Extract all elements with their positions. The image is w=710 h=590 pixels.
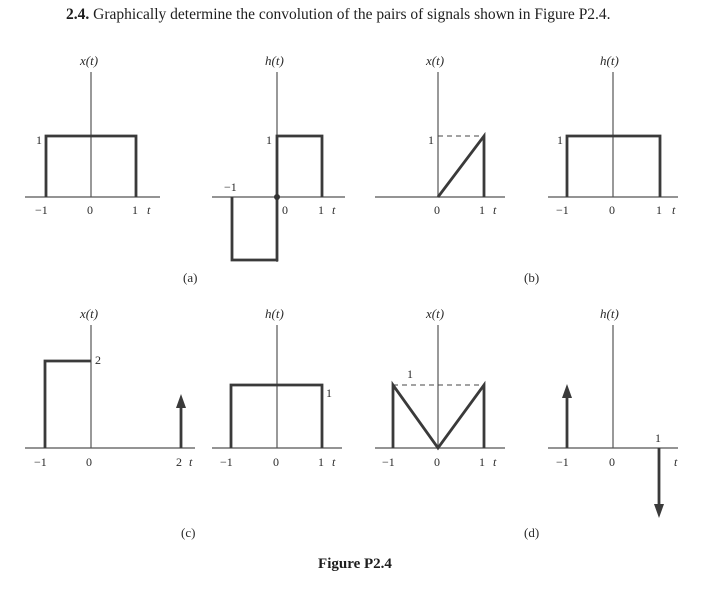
part-label-b: (b) [524,270,540,285]
part-label-c: (c) [181,525,196,540]
tick-minus-1: −1 [34,455,47,469]
panel-a-h [212,53,345,262]
ramp-signal [438,136,484,197]
part-label-a: (a) [183,270,198,285]
tick-0: 0 [609,455,615,469]
title-h-of-t: h(t) [600,53,619,68]
level-label: 2 [95,353,101,367]
panel-d-h [548,306,678,518]
title-x-of-t: x(t) [426,306,445,321]
tick-1: 1 [318,455,324,469]
impulse-positive-arrowhead [562,384,572,398]
tick-0: 0 [87,203,93,217]
t-axis-label: t [147,203,151,217]
t-axis-label: t [674,455,678,469]
level-positive-label: 1 [266,133,272,147]
level-label: 1 [655,431,661,445]
title-x-of-t: x(t) [426,53,445,68]
level-label: 1 [326,386,332,400]
tick-1: 1 [656,203,662,217]
impulse-negative-arrowhead [654,504,664,518]
level-negative-label: −1 [224,180,237,194]
tick-0: 0 [282,203,288,217]
figure-caption: Figure P2.4 [318,556,392,572]
panel-b-x [375,53,505,217]
tick-minus-1: −1 [556,203,569,217]
tick-minus-1: −1 [382,455,395,469]
part-label-d: (d) [524,525,540,540]
rect-pulse [45,361,91,448]
title-x-of-t: x(t) [80,306,99,321]
tick-1: 1 [479,455,485,469]
tick-minus-1: −1 [556,455,569,469]
panel-a-x [25,53,160,217]
level-label: 1 [428,133,434,147]
panel-d-x [375,306,505,469]
t-axis-label: t [332,203,336,217]
t-axis-label: t [493,455,497,469]
t-axis-label: t [332,455,336,469]
t-axis-label: t [672,203,676,217]
level-label: 1 [557,133,563,147]
t-axis-label: t [493,203,497,217]
title-h-of-t: h(t) [265,53,284,68]
panel-c-x [25,306,195,469]
panel-c-h [212,306,342,469]
title-h-of-t: h(t) [265,306,284,321]
level-label: 1 [407,367,413,381]
title-h-of-t: h(t) [600,306,619,321]
tick-1: 1 [479,203,485,217]
tick-0: 0 [434,455,440,469]
panel-b-h [548,53,678,217]
tick-2: 2 [176,455,182,469]
tick-1: 1 [132,203,138,217]
tick-1: 1 [318,203,324,217]
tick-minus-1: −1 [220,455,233,469]
tick-0: 0 [609,203,615,217]
t-axis-label: t [189,455,193,469]
impulse-arrowhead [176,394,186,408]
tick-0: 0 [86,455,92,469]
tick-0: 0 [434,203,440,217]
level-label: 1 [36,133,42,147]
problem-number: 2.4. [66,6,90,23]
title-x-of-t: x(t) [80,53,99,68]
origin-dot [274,194,280,200]
problem-text: Graphically determine the convolution of the pairs of signals shown in Figure P2.4. [93,6,611,23]
tick-minus-1: −1 [35,203,48,217]
tick-0: 0 [273,455,279,469]
